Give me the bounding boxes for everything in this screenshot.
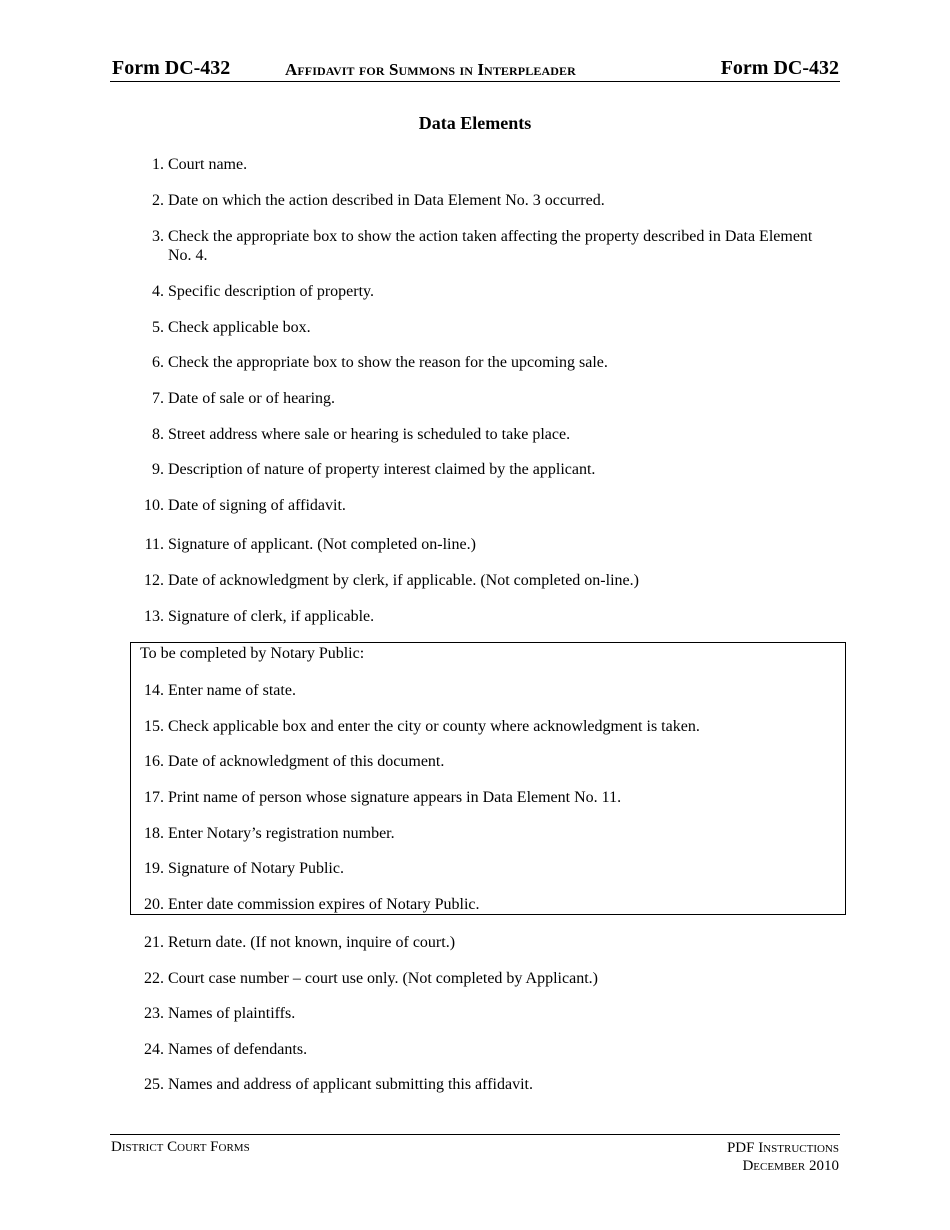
footer-left: District Court Forms [111, 1139, 250, 1155]
form-number-left: Form DC-432 [112, 57, 231, 79]
notary-section-label: To be completed by Notary Public: [140, 645, 365, 662]
section-title: Data Elements [418, 113, 532, 133]
form-number-right: Form DC-432 [720, 57, 839, 79]
footer-right-line2: December 2010 [742, 1158, 839, 1174]
page-header [110, 55, 840, 82]
footer-right-line1: PDF Instructions [726, 1140, 839, 1156]
form-title: Affidavit for Summons in Interpleader [285, 60, 576, 79]
page-footer [110, 1134, 840, 1174]
footer-right [727, 1139, 839, 1175]
